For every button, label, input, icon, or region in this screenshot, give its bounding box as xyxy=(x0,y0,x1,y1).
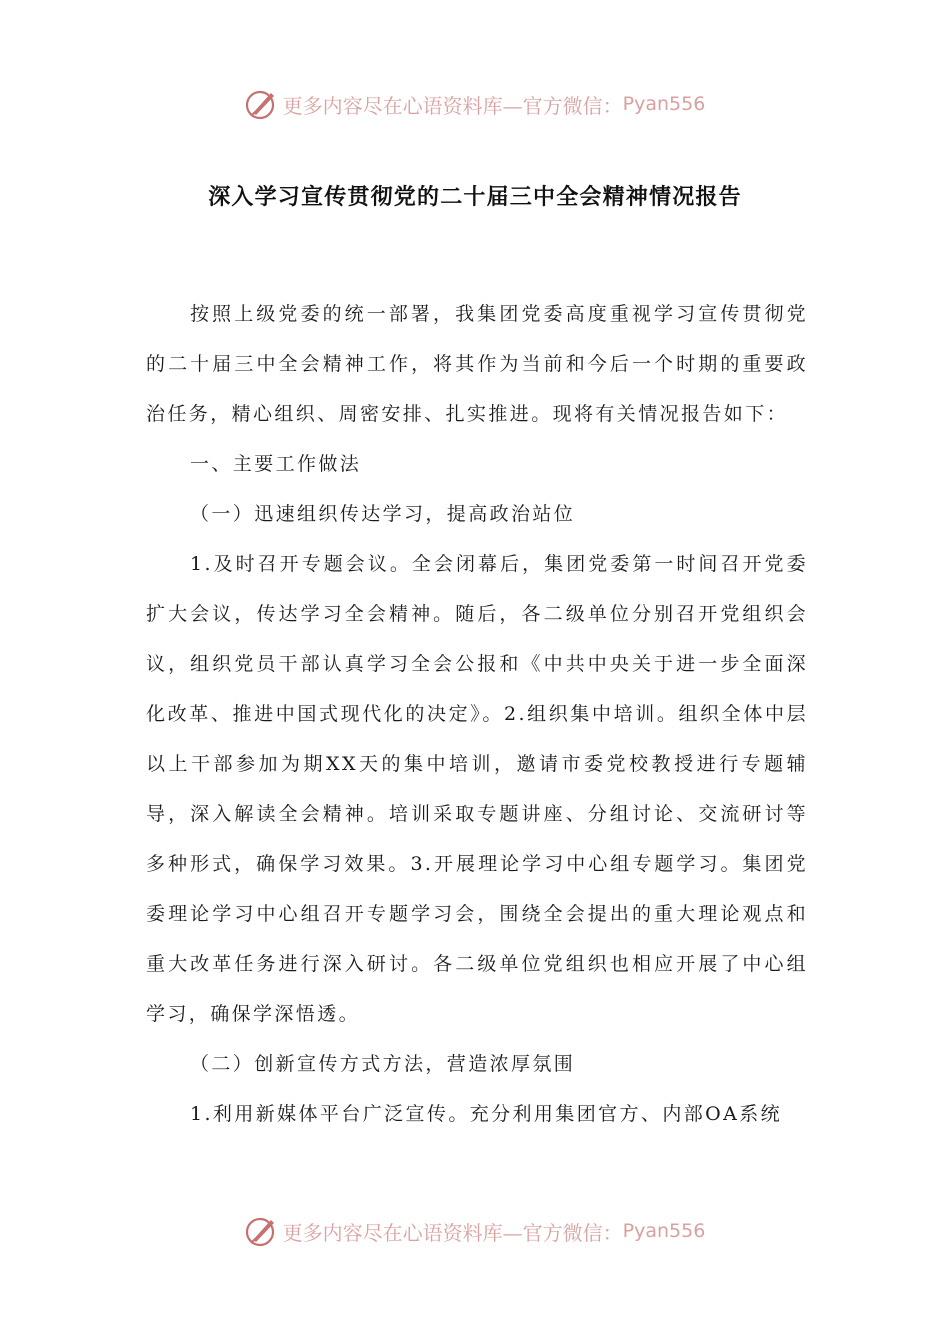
heading-subsection-1: （一）迅速组织传达学习，提高政治站位 xyxy=(190,503,576,525)
document-body xyxy=(146,289,808,1139)
heading-section-1: 一、主要工作做法 xyxy=(190,453,362,475)
watermark-banner-bottom xyxy=(0,1211,950,1251)
heading-subsection-2: （二）创新宣传方式方法，营造浓厚氛围 xyxy=(190,1053,576,1075)
watermark-wechat-id: Pyan556 xyxy=(622,93,706,115)
watermark-banner-top xyxy=(0,84,950,124)
quill-logo-icon xyxy=(245,87,279,121)
paragraph-subsection-2: 1.利用新媒体平台广泛宣传。充分利用集团官方、内部OA系统 xyxy=(190,1103,783,1125)
watermark-text: 更多内容尽在心语资料库—官方微信： xyxy=(282,1220,623,1245)
paragraph-intro: 按照上级党委的统一部署，我集团党委高度重视学习宣传贯彻党的二十届三中全会精神工作，将其作为当前和今后一个时期的重要政治任务，精心组织、周密安排、扎实推进。现将有关情况报告如下： xyxy=(146,303,808,425)
watermark-text: 更多内容尽在心语资料库—官方微信： xyxy=(282,93,623,118)
document-title: 深入学习宣传贯彻党的二十届三中全会精神情况报告 xyxy=(208,185,742,210)
watermark-wechat-id: Pyan556 xyxy=(622,1220,706,1242)
quill-logo-icon xyxy=(245,1214,279,1248)
paragraph-subsection-1: 1.及时召开专题会议。全会闭幕后，集团党委第一时间召开党委扩大会议，传达学习全会精神。随后，各二级单位分别召开党组织会议，组织党员干部认真学习全会公报和《中共中央关于进一步全面深化改革、推进中国式现代化的决定》。2.组织集中培训。组织全体中层以上干部参加为期XX天的集中培训，邀请市委党校教授进行专题辅导，深入解读全会精神。培训采取专题讲座、分组讨论、交流研讨等多种形式，确保学习效果。3.开展理论学习中心组专题学习。集团党委理论学习中心组召开专题学习会，围绕全会提出的重大理论观点和重大改革任务进行深入研讨。各二级单位党组织也相应开展了中心组学习，确保学深悟透。 xyxy=(146,553,808,1025)
